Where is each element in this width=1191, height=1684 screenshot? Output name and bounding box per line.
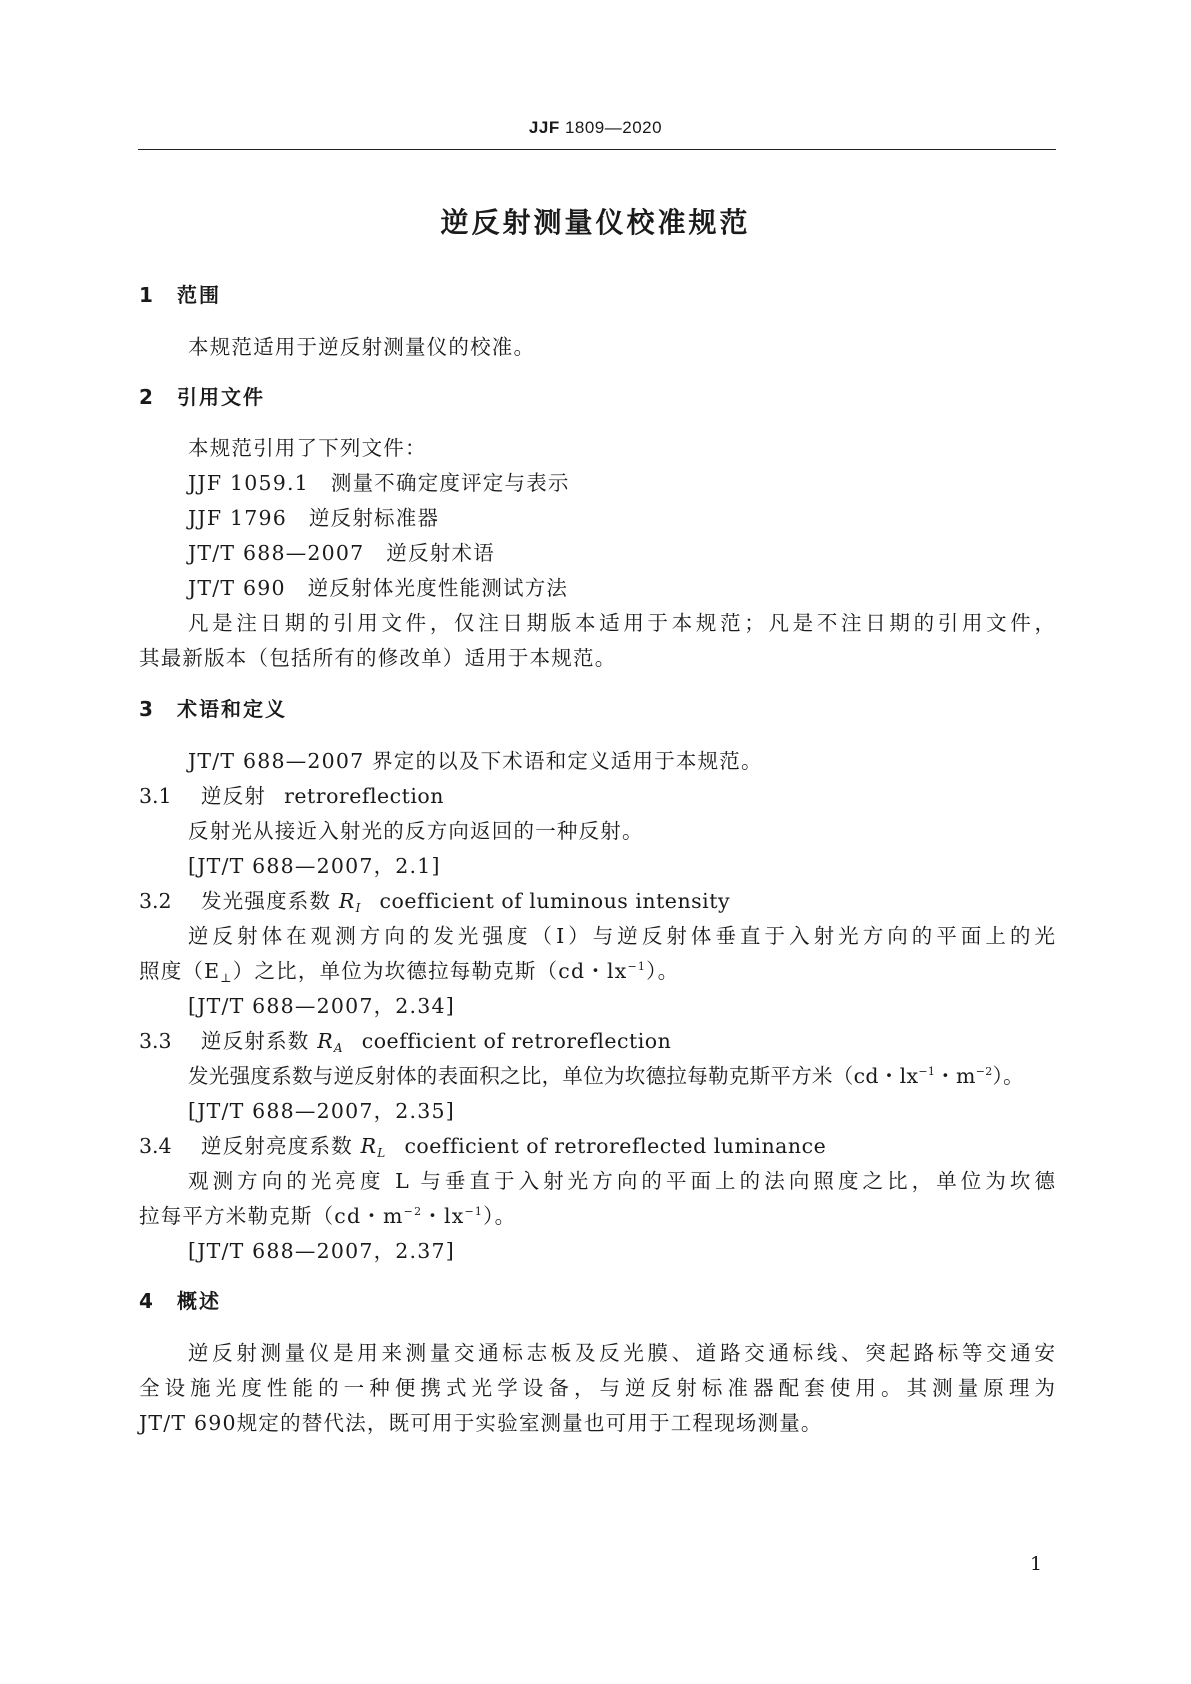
exponent: −2: [403, 1205, 423, 1218]
section-number: 2: [139, 385, 153, 409]
term-definition: 反射光从接近入射光的反方向返回的一种反射。: [188, 819, 644, 843]
term-source: [JT/T 688—2007，2.35]: [188, 1099, 455, 1123]
section-heading-scope: [139, 279, 221, 308]
def-text: ・lx: [422, 1204, 465, 1228]
perp-subscript: ⊥: [220, 971, 233, 985]
section-number: 4: [139, 1289, 153, 1313]
section-heading-overview: [139, 1285, 221, 1314]
term-heading: [139, 1129, 826, 1160]
term-symbol-subscript: L: [377, 1146, 387, 1160]
def-text: ）。: [483, 1204, 517, 1228]
reference-item: [188, 571, 568, 601]
term-definition-line1: 逆反射体在观测方向的发光强度（I）与逆反射体垂直于入射光方向的平面上的光: [188, 924, 1056, 948]
term-number: 3.1: [139, 784, 172, 808]
header-code: JJF: [528, 118, 560, 137]
term-definition-line2: [139, 1199, 516, 1229]
term-source: [JT/T 688—2007，2.34]: [188, 994, 455, 1018]
term-number: 3.3: [139, 1029, 172, 1053]
def-text: 发光强度系数与逆反射体的表面积之比，单位为坎德拉每勒克斯平方米（cd・lx: [188, 1064, 919, 1088]
header-rule: [138, 149, 1056, 150]
section-title: 术语和定义: [177, 697, 287, 721]
def-text: 拉每平方米勒克斯（cd・m: [139, 1204, 404, 1228]
references-note-line1: 凡是注日期的引用文件，仅注日期版本适用于本规范；凡是不注日期的引用文件，: [188, 611, 1056, 635]
header-number: 1809—2020: [564, 118, 663, 137]
references-intro: 本规范引用了下列文件：: [188, 436, 427, 460]
reference-title: 逆反射体光度性能测试方法: [307, 576, 569, 600]
section-number: 1: [139, 283, 153, 307]
overview-line2: 全设施光度性能的一种便携式光学设备，与逆反射标准器配套使用。其测量原理为: [139, 1376, 1056, 1400]
term-symbol: R: [317, 1029, 334, 1053]
reference-title: 测量不确定度评定与表示: [330, 471, 570, 495]
reference-title: 逆反射术语: [386, 541, 495, 565]
section-title: 概述: [177, 1289, 221, 1313]
exponent: −1: [627, 960, 647, 973]
terms-intro: JT/T 688—2007 界定的以及下术语和定义适用于本规范。: [188, 749, 763, 773]
scope-paragraph: 本规范适用于逆反射测量仪的校准。: [188, 335, 536, 359]
term-heading: [139, 779, 444, 809]
term-number: 3.2: [139, 889, 172, 913]
reference-item: [188, 466, 570, 496]
exponent: −2: [975, 1065, 993, 1078]
term-source: [JT/T 688—2007，2.1]: [188, 854, 441, 878]
term-number: 3.4: [139, 1134, 172, 1158]
term-symbol: R: [338, 889, 356, 913]
reference-code: JT/T 688—2007: [188, 541, 365, 565]
def-text: ・m: [935, 1064, 976, 1088]
term-symbol: R: [360, 1134, 378, 1158]
overview-line1: 逆反射测量仪是用来测量交通标志板及反光膜、道路交通标线、突起路标等交通安: [188, 1341, 1056, 1365]
reference-code: JT/T 690: [188, 576, 286, 600]
term-definition: [188, 1059, 1024, 1089]
term-english: coefficient of retroreflected luminance: [404, 1134, 827, 1158]
term-definition-line1: 观测方向的光亮度 L 与垂直于入射光方向的平面上的法向照度之比，单位为坎德: [188, 1169, 1056, 1193]
term-english: retroreflection: [284, 784, 444, 808]
section-title: 范围: [177, 283, 221, 307]
term-definition-line2: [139, 954, 679, 985]
reference-code: JJF 1796: [188, 506, 287, 530]
term-english: coefficient of luminous intensity: [379, 889, 731, 913]
reference-item: [188, 501, 439, 531]
reference-code: JJF 1059.1: [188, 471, 309, 495]
def-text: ）。: [646, 959, 680, 983]
term-heading: [139, 884, 730, 915]
document-title: 逆反射测量仪校准规范: [440, 206, 751, 239]
reference-item: [188, 536, 495, 566]
running-header: [0, 118, 1191, 138]
term-heading: [139, 1024, 671, 1055]
page-number: 1: [1030, 1553, 1043, 1575]
overview-line3: JT/T 690规定的替代法，既可用于实验室测量也可用于工程现场测量。: [139, 1411, 823, 1435]
section-heading-terms: [139, 693, 287, 722]
term-english: coefficient of retroreflection: [361, 1029, 672, 1053]
section-number: 3: [139, 697, 153, 721]
term-symbol-subscript: A: [333, 1041, 344, 1055]
def-text: ）之比，单位为坎德拉每勒克斯（cd・lx: [232, 959, 628, 983]
term-source: [JT/T 688—2007，2.37]: [188, 1239, 455, 1263]
term-name: 发光强度系数: [201, 889, 332, 913]
term-name: 逆反射: [201, 784, 267, 808]
def-text: ）。: [992, 1064, 1024, 1088]
def-text: 照度（E: [139, 959, 221, 983]
exponent: −1: [464, 1205, 484, 1218]
section-heading-references: [139, 381, 265, 410]
references-note-line2: 其最新版本（包括所有的修改单）适用于本规范。: [139, 646, 617, 670]
term-symbol-subscript: I: [355, 901, 362, 915]
section-title: 引用文件: [177, 385, 265, 409]
term-name: 逆反射系数: [201, 1029, 310, 1053]
reference-title: 逆反射标准器: [308, 506, 440, 530]
term-name: 逆反射亮度系数: [201, 1134, 353, 1158]
exponent: −1: [918, 1065, 936, 1078]
